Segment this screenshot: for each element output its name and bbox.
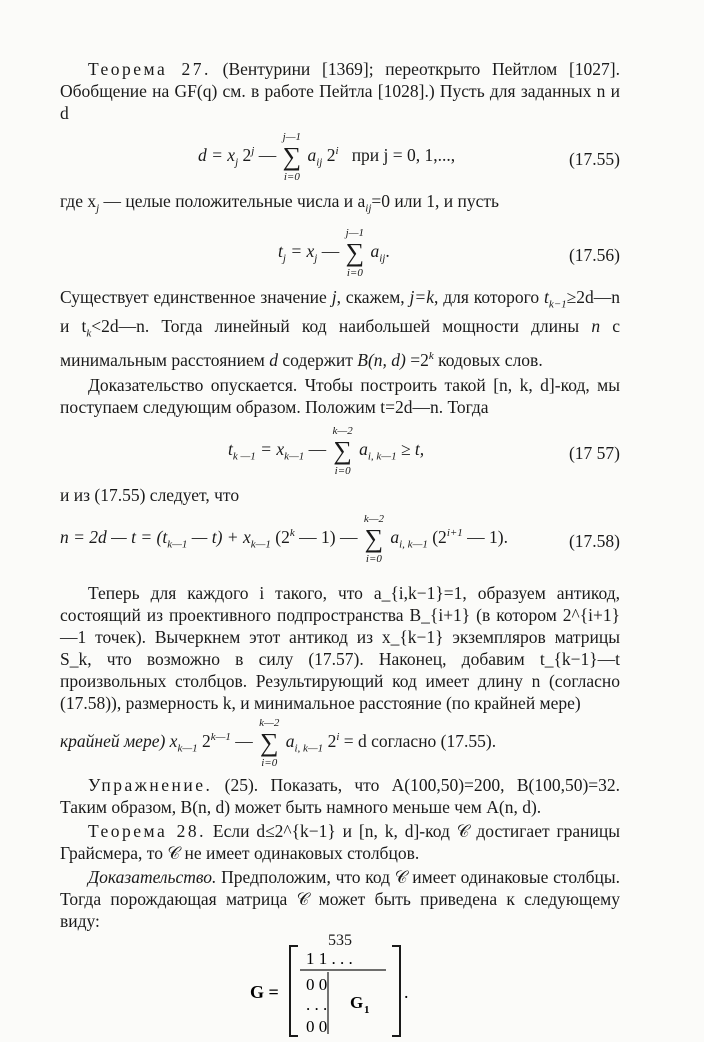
- equation-17-57: [60, 424, 620, 484]
- theorem-27-label: Теорема 27.: [88, 59, 211, 79]
- matrix-lhs: G =: [250, 982, 279, 1003]
- eq1-sum-top: j—1: [282, 131, 302, 143]
- matrix-g: [60, 942, 620, 1042]
- p1-j: с минимальным расстоянием: [60, 316, 620, 370]
- eq1-sum: [283, 130, 302, 184]
- p3e-sigma: ∑: [259, 728, 279, 758]
- eq1-condition: при j = 0, 1,...,: [351, 145, 456, 166]
- p1-b: j: [331, 286, 337, 307]
- eq2-sum-bot: i=0: [346, 266, 363, 279]
- eq4-c-sup: k: [289, 527, 295, 540]
- matrix-svg: [60, 942, 620, 1042]
- p1-n: =2: [405, 349, 429, 370]
- exercise-text: (25). Показать, что A(100,50)=200, B(100,50)=32. Таким образом, B(n, d) может быть намного меньше чем A(n, d).: [60, 775, 621, 818]
- where-b: — целые положительные числа и a: [103, 191, 366, 211]
- matrix-row3: . . .: [306, 995, 328, 1015]
- theorem-28-text: Если d≤2^{k−1} и [n, k, d]-код 𝒞 достигает границы Грайсмера, то 𝒞 не имеет одинаковых столбцов.: [60, 821, 621, 864]
- eq4-sum-top: k—2: [363, 513, 384, 526]
- eq2-sub2: j: [314, 252, 318, 265]
- page-body: [60, 58, 620, 1042]
- eq4-a-sub: k—1: [167, 538, 188, 551]
- p1-m: B(n, d): [357, 349, 406, 370]
- eq4-term-sub: i, k—1: [399, 538, 428, 551]
- eq3-term-sub: i, k—1: [367, 450, 397, 463]
- where-a: где x: [60, 191, 97, 211]
- eq4-e: (2: [432, 527, 447, 548]
- eq4-e-sup: i+1: [446, 527, 463, 540]
- eq4-sum: [364, 512, 384, 566]
- theorem-27: [60, 58, 620, 124]
- eq2-term: a: [370, 240, 380, 261]
- p1-f: t: [543, 286, 549, 307]
- matrix-row4: 0 0: [306, 1017, 328, 1037]
- eq1-sub-j: j: [235, 156, 239, 169]
- eq1-number: (17.55): [568, 149, 620, 169]
- proof-text: Предположим, что код 𝒞 имеет одинаковые столбцы. Тогда порождающая матрица 𝒞 может быть приведена к следующему виду:: [60, 867, 621, 932]
- paragraph-2: Доказательство опускается. Чтобы построить такой [n, k, d]-код, мы поступаем следующим образом. Положим t=2d—n. Тогда: [60, 375, 620, 418]
- p1-k: d: [269, 349, 278, 370]
- eq1-term-two: 2: [326, 145, 336, 166]
- eq3-x-sub: k—1: [284, 450, 305, 463]
- p1-a: Существует единственное значение: [60, 286, 332, 307]
- eq4-c: (2: [275, 527, 290, 548]
- eq4-f: — 1).: [467, 527, 508, 548]
- eq2-term-sub: ij: [379, 252, 386, 265]
- eq3-sum-bot: i=0: [334, 465, 351, 478]
- eq2-number: (17.56): [568, 244, 620, 265]
- eq1-term-sup: i: [335, 145, 339, 158]
- eq3-sigma: ∑: [333, 436, 352, 466]
- eq4-b: — t) + x: [191, 527, 251, 548]
- eq2-lhs: t: [278, 240, 283, 261]
- equation-17-56: [60, 226, 620, 286]
- eq3-sum: [333, 424, 353, 478]
- exercise: [60, 774, 620, 818]
- p3e-e: = d согласно (17.55).: [343, 731, 497, 752]
- eq3-term: a: [359, 439, 368, 460]
- p1-e: , для которого: [433, 286, 544, 307]
- p1-g: ≥2d—n и t: [60, 286, 620, 336]
- p1-n-sup: k: [428, 349, 434, 362]
- matrix-block: G: [350, 993, 364, 1013]
- p3e-d-sup: i: [336, 731, 340, 744]
- eq3-lhs: t: [228, 439, 233, 460]
- eq2-sum: [346, 226, 365, 280]
- eq4-a: n = 2d — t = (t: [60, 527, 168, 548]
- eq1-minus: —: [258, 145, 277, 166]
- eq2-dot: .: [385, 240, 390, 261]
- p1-o: кодовых слов.: [433, 349, 543, 370]
- where-sub1: j: [96, 202, 100, 215]
- p3e-c: —: [235, 731, 253, 752]
- paragraph-1: [60, 286, 620, 371]
- eq4-sum-bot: i=0: [365, 553, 382, 566]
- eq4-sigma: ∑: [364, 524, 384, 554]
- eq2-eq: = x: [290, 240, 315, 261]
- theorem-28: [60, 820, 620, 864]
- eq4-number: (17.58): [568, 531, 620, 552]
- eq1-sup-j: j: [251, 145, 255, 158]
- p1-i: n: [591, 316, 601, 336]
- eq2-sum-top: j—1: [345, 226, 365, 239]
- where-sub2: ij: [365, 202, 372, 215]
- equation-17-58: [60, 512, 620, 576]
- matrix-block-sub: 1: [364, 1004, 370, 1017]
- p3e-a: крайней мере) x: [60, 731, 178, 752]
- eq1-term-sub: ij: [316, 156, 323, 169]
- page-number: 535: [328, 932, 352, 949]
- p1-h: <2d—n. Тогда линейный код наибольшей мощности длины: [91, 316, 592, 336]
- eq1-term: a: [307, 145, 317, 166]
- p1-g-sub: k: [86, 327, 92, 340]
- where-line: [60, 190, 620, 220]
- proof-label: Доказательство.: [88, 867, 217, 888]
- eq2-minus: —: [321, 240, 340, 261]
- p3e-b-sup: k—1: [210, 731, 231, 744]
- p3e-term-sub: i, k—1: [294, 742, 324, 755]
- eq1-sigma: ∑: [282, 142, 302, 171]
- p1-d: j=k: [409, 286, 434, 307]
- eq1-two: 2: [242, 145, 252, 166]
- matrix-row2: 0 0: [306, 975, 328, 995]
- follows-line: и из (17.55) следует, что: [60, 485, 240, 506]
- p3e-term: a: [285, 731, 295, 752]
- p1-f-sub: k−1: [548, 298, 567, 310]
- p1-c: , скажем,: [336, 286, 410, 307]
- eq3-eq: = x: [260, 439, 285, 460]
- eq1-lhs: d = x: [198, 145, 236, 166]
- paragraph-3-end: [60, 716, 620, 770]
- matrix-dot: .: [404, 982, 409, 1003]
- eq1-sum-bot: i=0: [283, 171, 300, 183]
- eq3-lhs-sub: k —1: [232, 450, 256, 463]
- p3e-d: 2: [327, 731, 337, 752]
- eq4-term: a: [390, 527, 400, 548]
- paragraph-3: Теперь для каждого i такого, что a_{i,k−1}=1, образуем антикод, состоящий из проективного подпространства B_{i+1} (в котором 2^{i+1}—1 точек). Вычеркнем этот антикод из x_{k−1} экземпляров матрицы S_k, что возможно в силу (17.57). Наконец, добавим t_{k−1}—t произвольных столбцов. Результирующий код имеет длину n (согласно (17.58)), размерность k, и минимальное расстояние (по крайней мере): [60, 583, 620, 714]
- theorem-28-label: Теорема 28.: [88, 821, 207, 842]
- matrix-row1: 1 1 . . .: [306, 949, 353, 969]
- p3e-sum-top: k—2: [259, 717, 280, 730]
- matrix-right-bracket: [392, 946, 400, 1036]
- p3e-sum-bot: i=0: [261, 757, 278, 770]
- where-c: =0 или 1, и пусть: [371, 191, 500, 211]
- proof: [60, 866, 620, 932]
- eq3-number: (17 57): [568, 443, 620, 464]
- eq2-sigma: ∑: [345, 237, 365, 267]
- eq3-rel: ≥ t,: [400, 439, 425, 460]
- matrix-left-bracket: [290, 946, 298, 1036]
- p3e-b: 2: [201, 731, 211, 752]
- eq3-minus: —: [308, 439, 327, 460]
- equation-17-55: [60, 130, 620, 190]
- eq3-sum-top: k—2: [332, 425, 353, 438]
- eq2-sub: j: [282, 252, 286, 265]
- theorem-27-text: (Вентурини [1369]; переоткрыто Пейтлом [1027]. Обобщение на GF(q) см. в работе Пейтла [1028].) Пусть для заданных n и d: [60, 59, 621, 123]
- p1-l: содержит: [277, 349, 358, 370]
- exercise-label: Упражнение.: [88, 775, 213, 796]
- eq4-d: — 1) —: [299, 527, 358, 548]
- eq4-b-sub: k—1: [250, 538, 271, 551]
- p3e-a-sub: k—1: [177, 742, 198, 755]
- p3e-sum: [259, 716, 279, 770]
